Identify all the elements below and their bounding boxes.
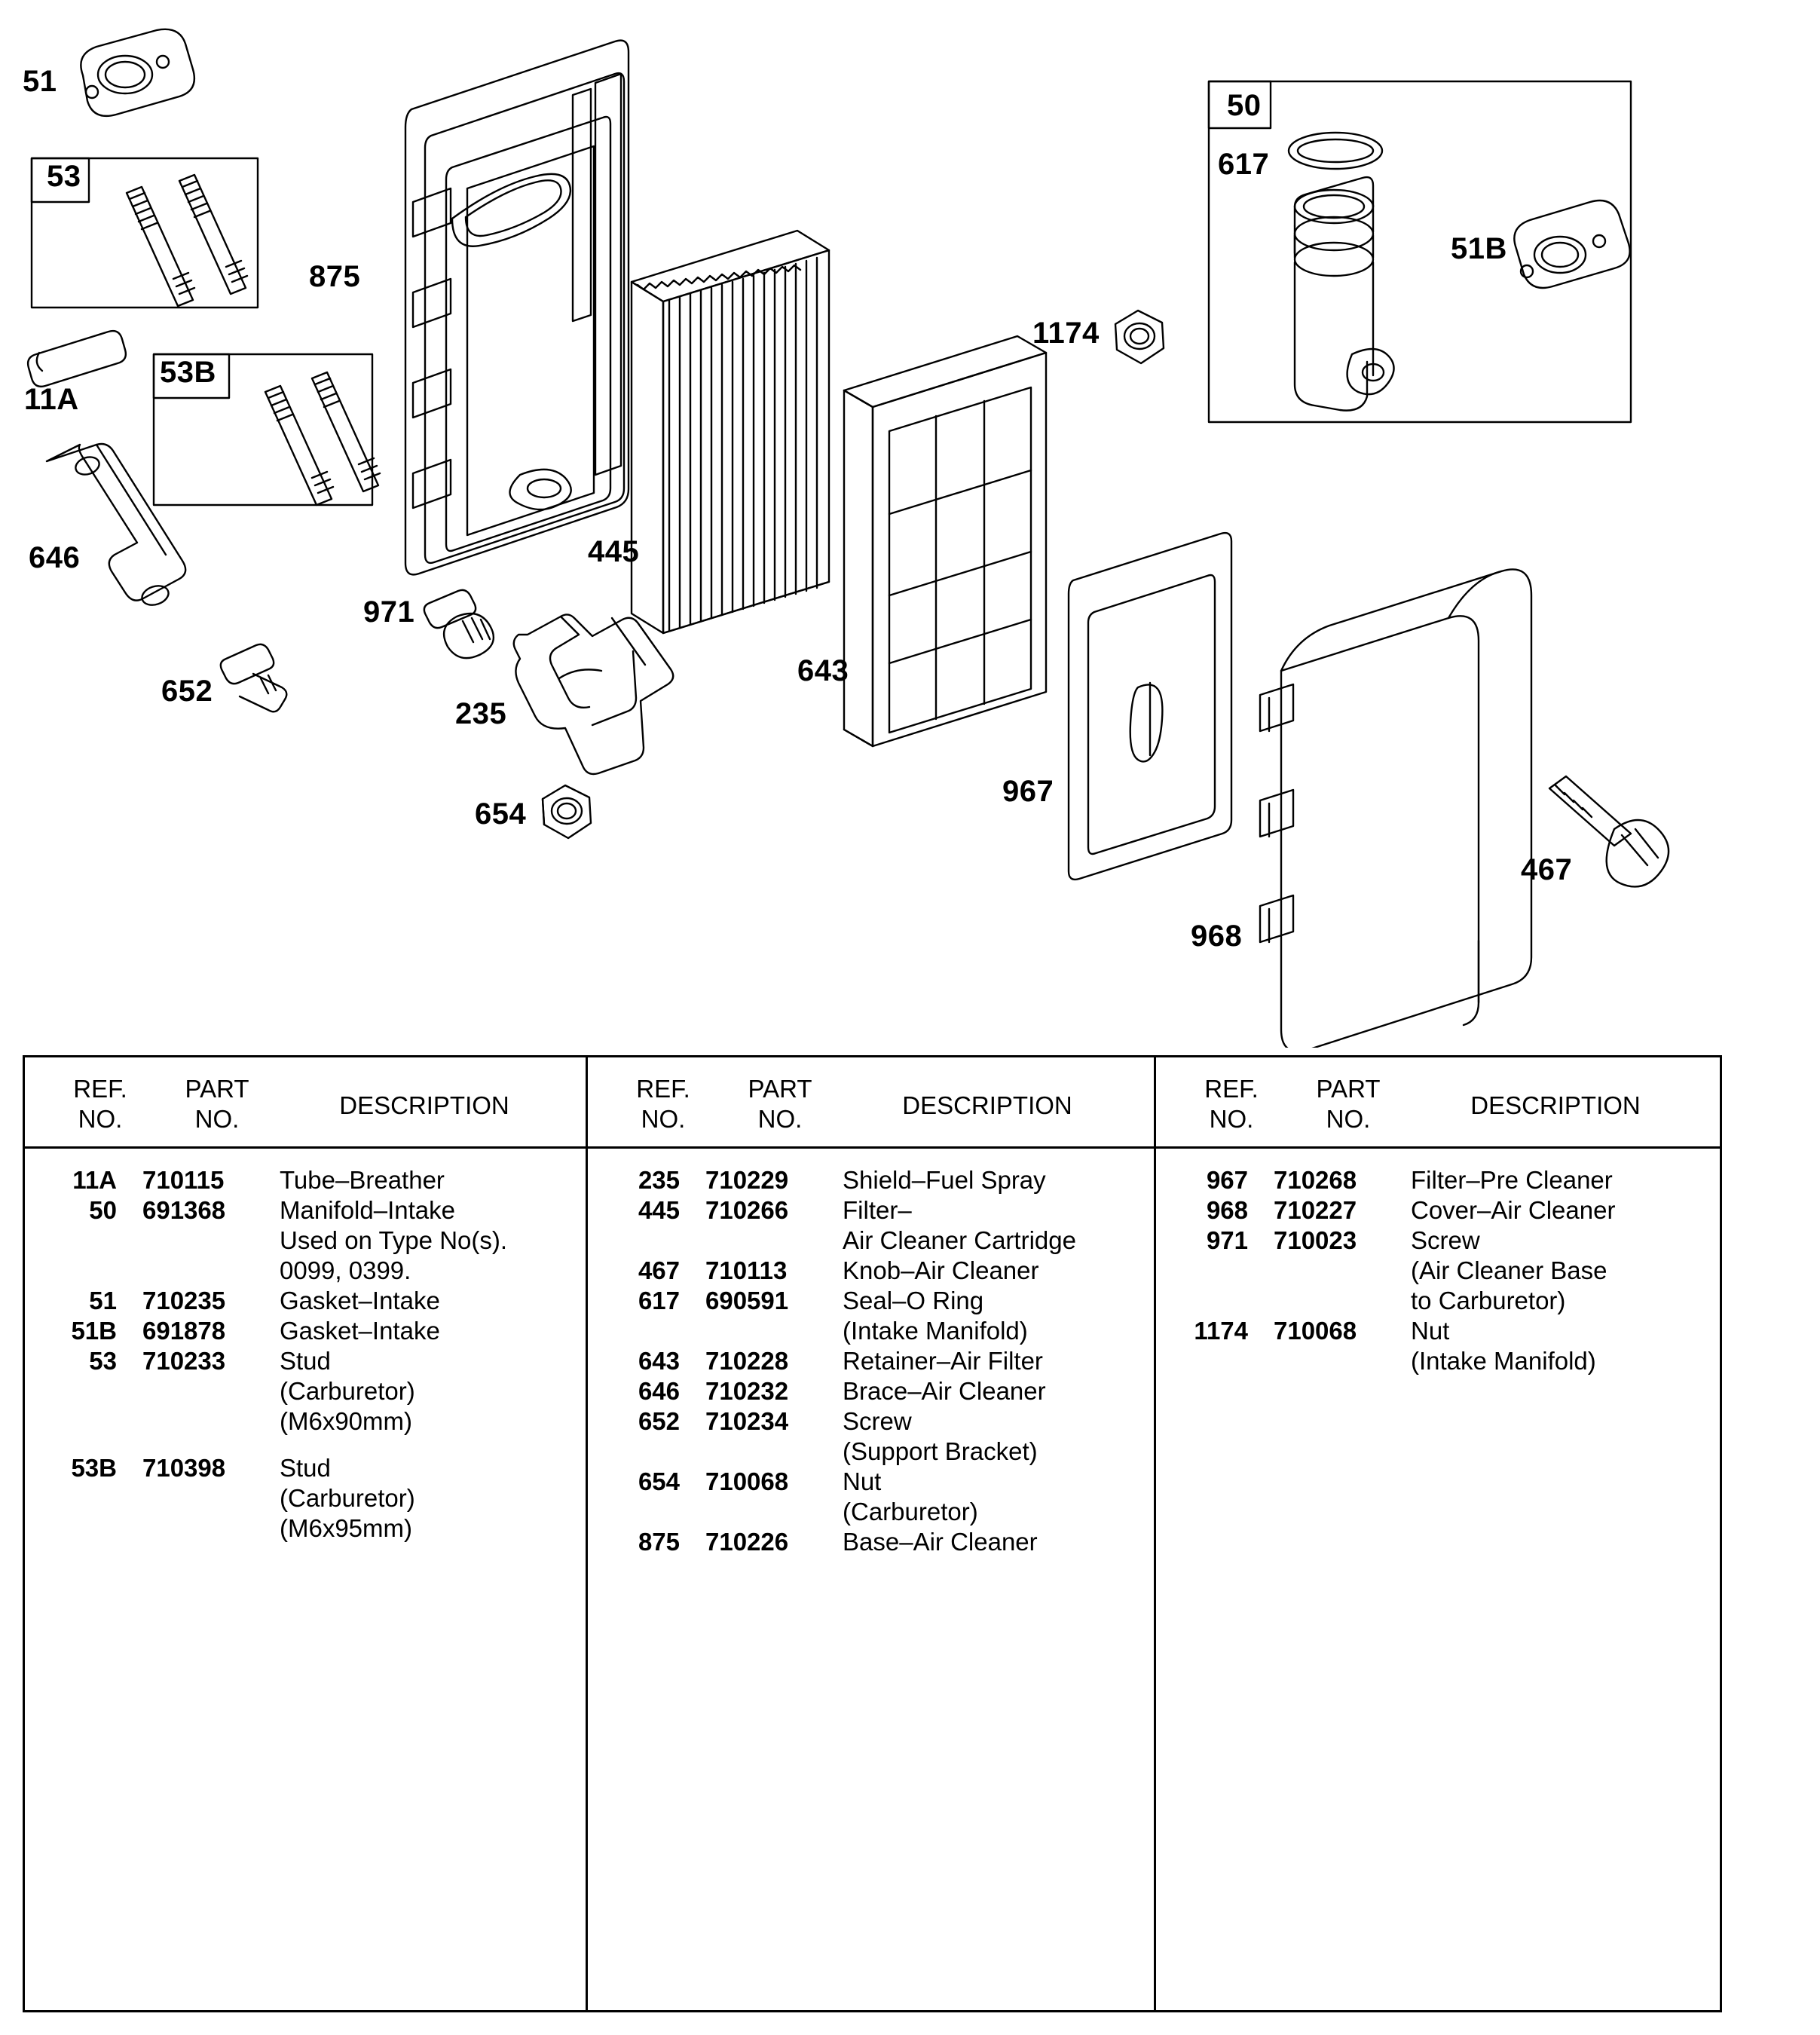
callout-617: 617: [1218, 148, 1270, 181]
callout-467: 467: [1521, 853, 1573, 886]
header-ref-line1: REF.: [636, 1075, 690, 1103]
callout-235: 235: [455, 697, 507, 730]
parts-column-3: [1154, 1057, 1720, 2010]
table-row: [25, 1256, 586, 1286]
row-desc: (Air Cleaner Base: [1411, 1256, 1607, 1284]
row-desc: Nut: [1411, 1317, 1450, 1345]
row-ref: 11A: [72, 1166, 117, 1194]
table-row: [588, 1346, 1154, 1376]
table-row: [1156, 1195, 1720, 1226]
header-part-no: [157, 1074, 277, 1134]
row-part: 710226: [705, 1528, 789, 1556]
row-desc: Stud: [280, 1347, 331, 1375]
table-row: [1156, 1316, 1720, 1346]
table-row: [588, 1256, 1154, 1286]
part-643-retainer: [844, 336, 1046, 746]
header-ref-line1: REF.: [73, 1075, 127, 1103]
row-part: 710113: [705, 1256, 788, 1284]
row-desc: (M6x90mm): [280, 1407, 413, 1435]
row-ref: 53: [89, 1347, 117, 1375]
inset-box-50: [1209, 81, 1631, 422]
header-part-line1: PART: [1316, 1075, 1381, 1103]
table-row: [25, 1513, 586, 1544]
table-row: [25, 1453, 586, 1483]
row-ref: 445: [638, 1196, 680, 1224]
header-ref-line1: REF.: [1204, 1075, 1259, 1103]
row-part: 710398: [142, 1454, 226, 1482]
table-row: [588, 1406, 1154, 1437]
row-desc: Seal–O Ring: [843, 1287, 984, 1314]
row-part: 710068: [705, 1467, 789, 1495]
row-desc: Nut: [843, 1467, 882, 1495]
callout-968: 968: [1191, 920, 1243, 953]
table-row: [1156, 1286, 1720, 1316]
callout-967: 967: [1002, 775, 1054, 808]
parts-column-1: [25, 1057, 586, 2010]
part-968-cover: [1260, 569, 1531, 1048]
header-description: DESCRIPTION: [1470, 1091, 1641, 1119]
table-row: [25, 1316, 586, 1346]
row-desc: (Carburetor): [843, 1498, 978, 1525]
row-part: 691878: [142, 1317, 226, 1345]
table-row: [1156, 1256, 1720, 1286]
table-row: [1156, 1226, 1720, 1256]
row-desc: Gasket–Intake: [280, 1287, 440, 1314]
header-ref-no: [51, 1074, 149, 1134]
row-desc: Air Cleaner Cartridge: [843, 1226, 1076, 1254]
row-part: 710228: [705, 1347, 789, 1375]
row-desc: (M6x95mm): [280, 1514, 413, 1542]
row-ref: 51B: [71, 1317, 117, 1345]
callout-51: 51: [23, 65, 57, 98]
row-desc: 0099, 0399.: [280, 1256, 411, 1284]
row-part: 710266: [705, 1196, 789, 1224]
part-51B-gasket: [1514, 200, 1629, 288]
row-part: 710023: [1274, 1226, 1357, 1254]
part-971-screw: [424, 590, 494, 658]
row-ref: 875: [638, 1528, 680, 1556]
parts-column-2: [586, 1057, 1154, 2010]
row-ref: 654: [638, 1467, 680, 1495]
row-desc: Filter–Pre Cleaner: [1411, 1166, 1613, 1194]
table-row: [1156, 1346, 1720, 1376]
row-desc: (Carburetor): [280, 1377, 415, 1405]
column-1-rows: [25, 1149, 586, 1544]
row-part: 710234: [705, 1407, 789, 1435]
part-11A-tube: [28, 331, 126, 387]
row-ref: 652: [638, 1407, 680, 1435]
table-row: [588, 1286, 1154, 1316]
column-2-header: [588, 1057, 1154, 1149]
parts-list-table: [23, 1055, 1722, 2012]
part-654-nut: [543, 785, 591, 838]
table-row: [25, 1286, 586, 1316]
row-desc: Retainer–Air Filter: [843, 1347, 1043, 1375]
row-desc: Stud: [280, 1454, 331, 1482]
row-ref: 51: [89, 1287, 117, 1314]
table-row: [588, 1497, 1154, 1527]
header-part-no: [1288, 1074, 1409, 1134]
part-967-precleaner: [1069, 533, 1231, 880]
row-ref: 1174: [1194, 1317, 1248, 1345]
callout-11A: 11A: [24, 383, 79, 416]
table-row: [1156, 1165, 1720, 1195]
row-desc: Brace–Air Cleaner: [843, 1377, 1046, 1405]
part-617-oring: [1289, 133, 1382, 169]
row-part: 710268: [1274, 1166, 1357, 1194]
header-description: DESCRIPTION: [902, 1091, 1072, 1119]
callout-53B: 53B: [160, 356, 216, 389]
column-3-rows: [1156, 1149, 1720, 1376]
table-row: [588, 1527, 1154, 1557]
table-row: [588, 1195, 1154, 1226]
table-row: [588, 1467, 1154, 1497]
table-row: [588, 1316, 1154, 1346]
row-desc: Knob–Air Cleaner: [843, 1256, 1039, 1284]
row-part: 710227: [1274, 1196, 1357, 1224]
row-desc: Filter–: [843, 1196, 912, 1224]
table-row: [25, 1195, 586, 1226]
row-part: 691368: [142, 1196, 226, 1224]
row-desc: Tube–Breather: [280, 1166, 445, 1194]
header-ref-line2: NO.: [78, 1105, 123, 1133]
header-part-line1: PART: [748, 1075, 812, 1103]
callout-1174: 1174: [1032, 317, 1100, 350]
row-ref: 235: [638, 1166, 680, 1194]
table-row: [25, 1226, 586, 1256]
column-2-rows: [588, 1149, 1154, 1557]
table-row: [588, 1165, 1154, 1195]
row-desc: Gasket–Intake: [280, 1317, 440, 1345]
callout-971: 971: [363, 595, 415, 629]
header-ref-line2: NO.: [1209, 1105, 1254, 1133]
header-ref-line2: NO.: [641, 1105, 686, 1133]
row-ref: 53B: [71, 1454, 117, 1482]
row-desc: Screw: [1411, 1226, 1480, 1254]
column-3-header: [1156, 1057, 1720, 1149]
header-part-line2: NO.: [194, 1105, 240, 1133]
row-ref: 968: [1206, 1196, 1248, 1224]
row-desc: (Support Bracket): [843, 1437, 1038, 1465]
stud-53-a: [127, 187, 194, 306]
header-ref-no: [1182, 1074, 1280, 1134]
table-row: [588, 1376, 1154, 1406]
row-desc: (Intake Manifold): [843, 1317, 1028, 1345]
part-235-shield: [514, 614, 673, 774]
header-ref-no: [614, 1074, 712, 1134]
row-desc: Manifold–Intake: [280, 1196, 455, 1224]
row-desc: Used on Type No(s).: [280, 1226, 508, 1254]
row-ref: 643: [638, 1347, 680, 1375]
row-part: 710115: [142, 1166, 225, 1194]
row-part: 690591: [705, 1287, 789, 1314]
table-row: [588, 1226, 1154, 1256]
callout-652: 652: [161, 675, 213, 708]
row-ref: 617: [638, 1287, 680, 1314]
table-row: [25, 1165, 586, 1195]
table-row: [25, 1376, 586, 1406]
part-1174-nut: [1115, 311, 1164, 363]
stud-53-b: [179, 175, 247, 294]
table-row: [25, 1483, 586, 1513]
callout-50: 50: [1227, 89, 1262, 122]
table-row: [588, 1437, 1154, 1467]
part-875-base: [405, 41, 629, 575]
part-445-cartridge: [632, 231, 829, 633]
header-part-line2: NO.: [757, 1105, 803, 1133]
table-row: [25, 1346, 586, 1376]
callout-875: 875: [309, 260, 361, 293]
callout-51B: 51B: [1451, 232, 1507, 265]
header-part-line2: NO.: [1326, 1105, 1371, 1133]
callout-53: 53: [47, 160, 81, 193]
column-1-header: [25, 1057, 586, 1149]
row-ref: 646: [638, 1377, 680, 1405]
row-ref: 467: [638, 1256, 680, 1284]
callout-646: 646: [29, 541, 81, 574]
part-652-screw: [221, 644, 286, 711]
row-ref: 50: [89, 1196, 117, 1224]
part-646-brace: [47, 444, 185, 608]
header-part-no: [720, 1074, 840, 1134]
row-part: 710229: [705, 1166, 789, 1194]
row-ref: 967: [1206, 1166, 1248, 1194]
callout-654: 654: [475, 797, 527, 831]
header-description: DESCRIPTION: [339, 1091, 509, 1119]
row-ref: 971: [1206, 1226, 1248, 1254]
row-part: 710068: [1274, 1317, 1357, 1345]
part-50-manifold: [1295, 177, 1394, 411]
row-part: 710232: [705, 1377, 789, 1405]
row-desc: Shield–Fuel Spray: [843, 1166, 1046, 1194]
part-51-gasket: [81, 29, 194, 116]
callout-643: 643: [797, 654, 849, 687]
row-desc: Screw: [843, 1407, 912, 1435]
table-row: [25, 1406, 586, 1437]
row-desc: to Carburetor): [1411, 1287, 1566, 1314]
row-desc: (Intake Manifold): [1411, 1347, 1596, 1375]
row-part: 710235: [142, 1287, 226, 1314]
row-part: 710233: [142, 1347, 226, 1375]
header-part-line1: PART: [185, 1075, 249, 1103]
row-desc: Cover–Air Cleaner: [1411, 1196, 1616, 1224]
callout-445: 445: [588, 535, 640, 568]
row-desc: (Carburetor): [280, 1484, 415, 1512]
row-desc: Base–Air Cleaner: [843, 1528, 1038, 1556]
